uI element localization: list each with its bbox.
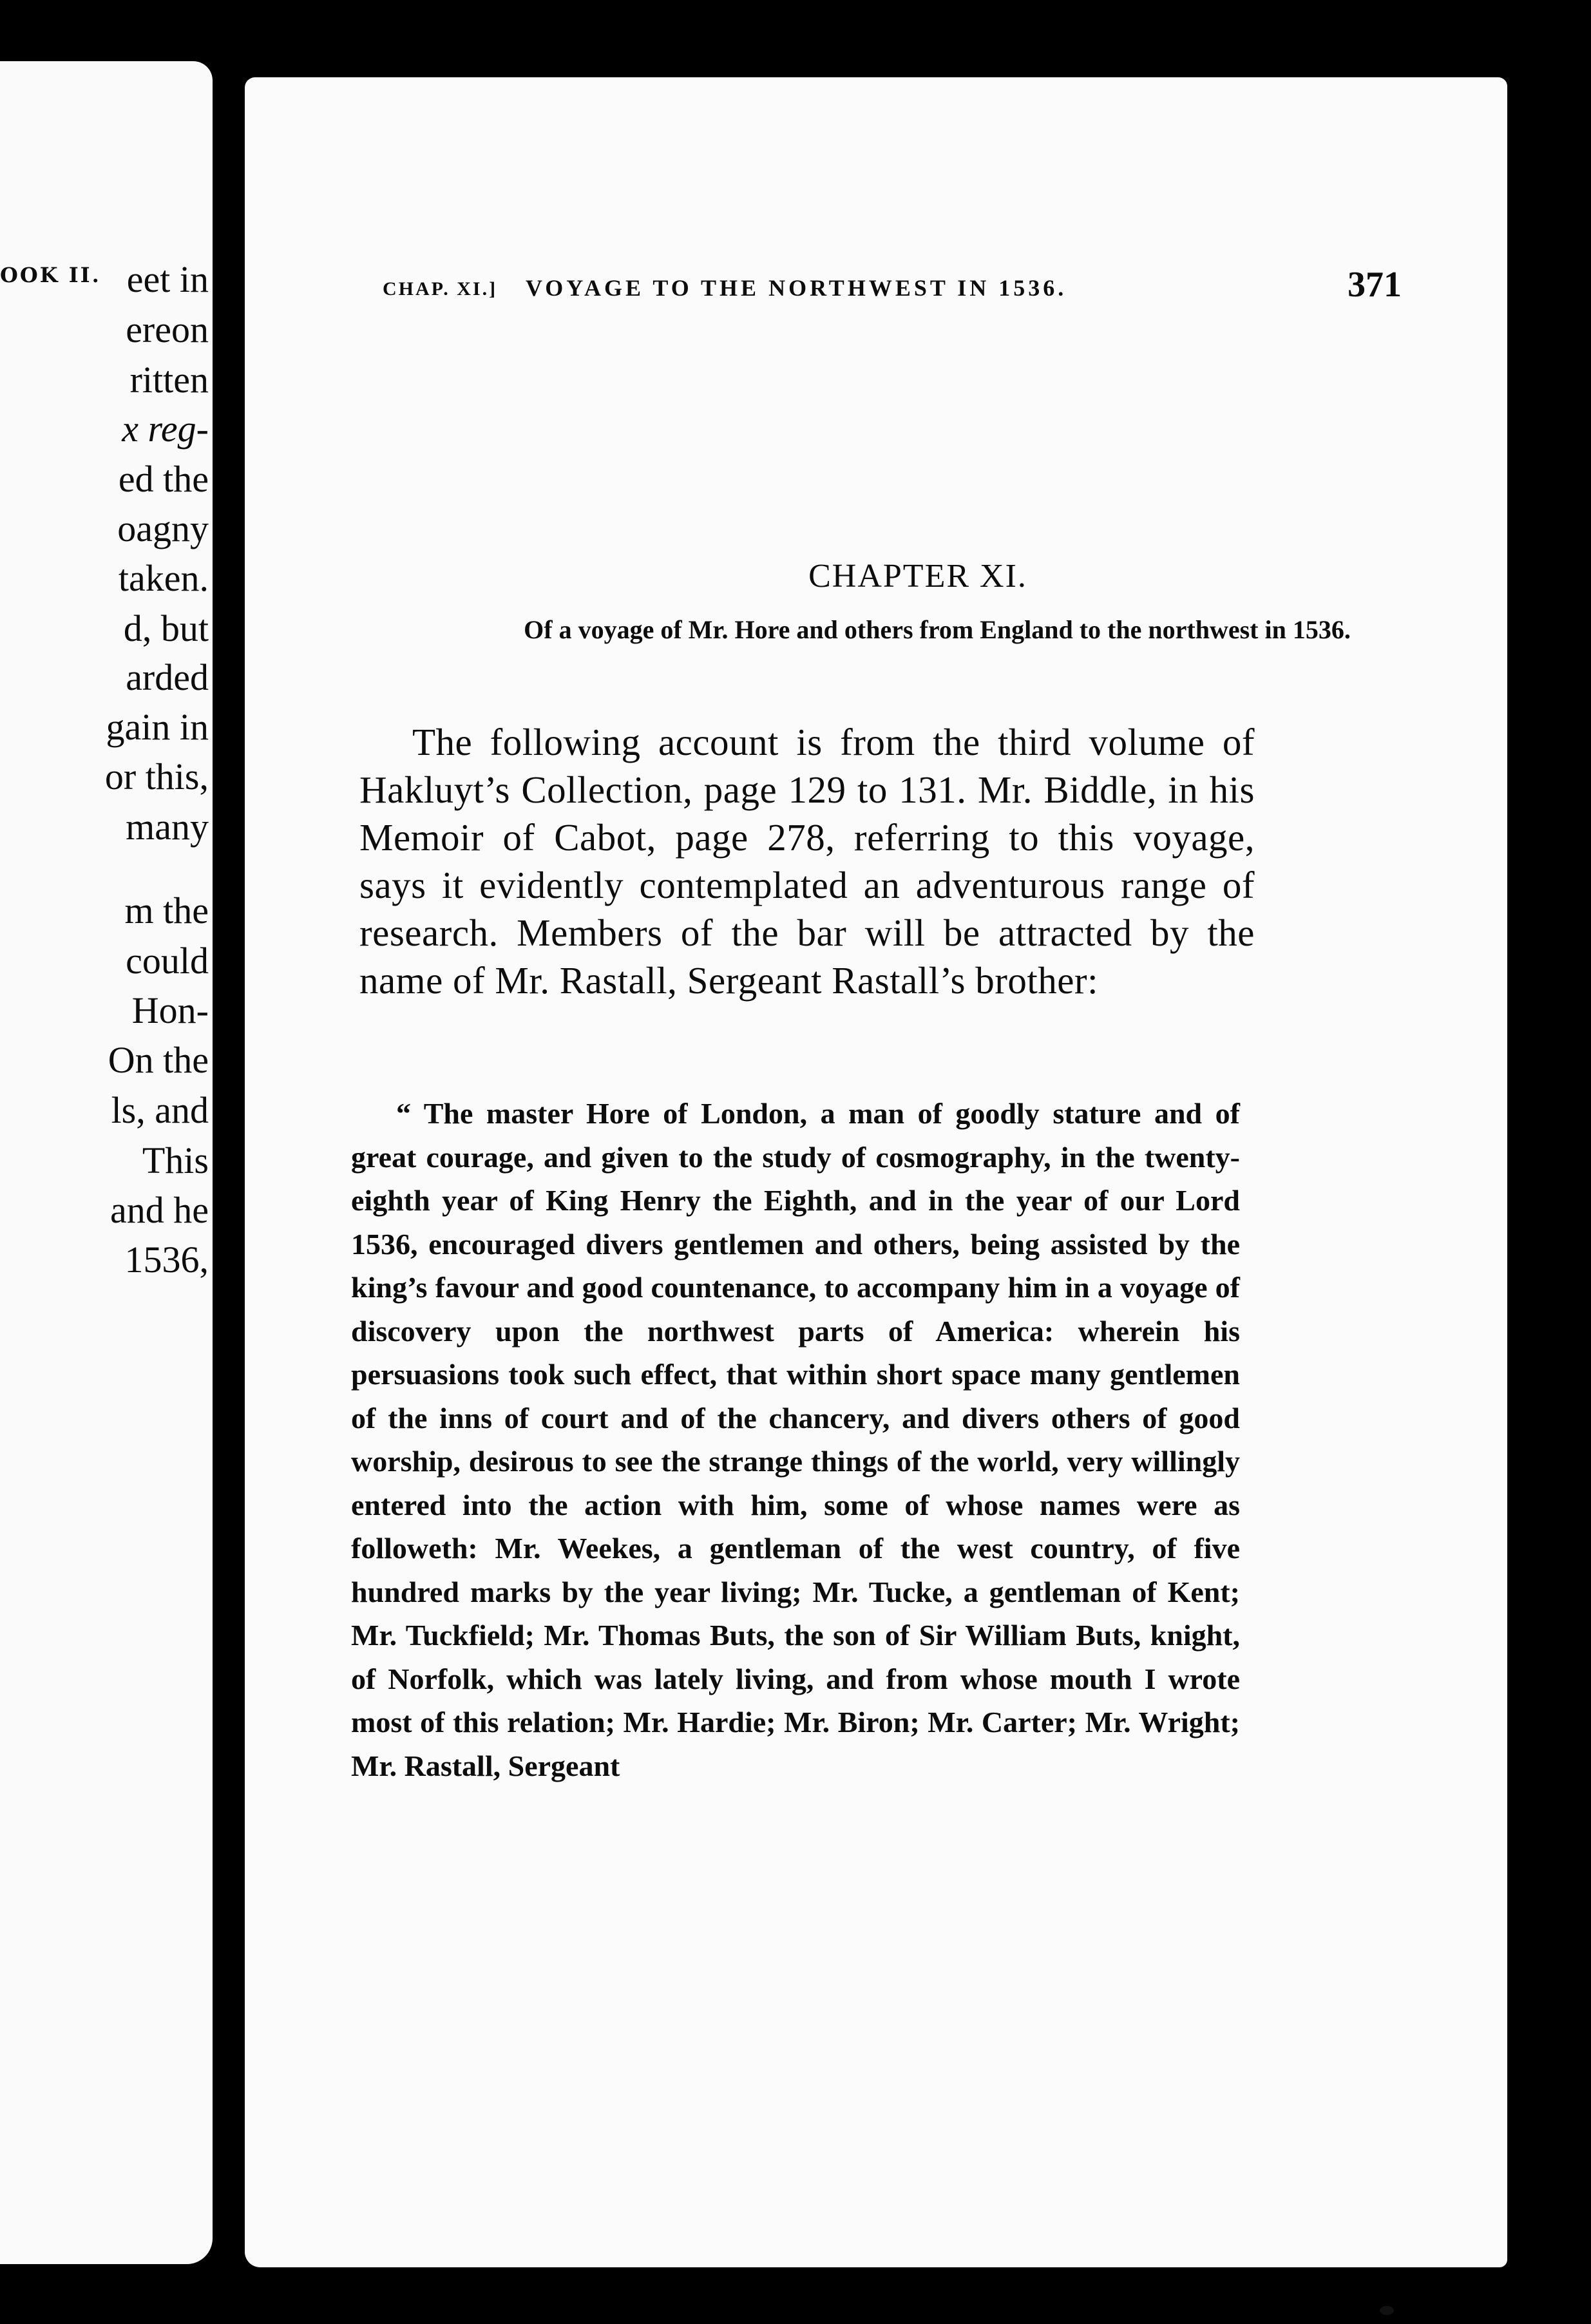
gutter [213, 0, 245, 2324]
facing-page-fragment: ed the [118, 458, 209, 500]
facing-page-fragment: Hon- [131, 989, 209, 1031]
facing-page-fragment: oagny [117, 508, 209, 549]
facing-page-fragment: ereon [126, 309, 209, 350]
facing-page-fragment: d, but [123, 607, 209, 649]
facing-page-fragment: arded [126, 656, 209, 698]
running-header [383, 264, 1510, 316]
facing-page-fragment: x reg- [122, 408, 209, 450]
facing-page-fragment: m the [124, 890, 209, 931]
facing-page-fragment: could [126, 940, 209, 982]
facing-page-fragment: gain in [106, 706, 209, 748]
facing-page-fragment: many [126, 806, 209, 848]
chapter-heading: CHAPTER XI. [808, 558, 1027, 595]
facing-page-fragment: ls, and [111, 1089, 209, 1131]
facing-page-fragment: On the [108, 1039, 209, 1081]
intro-paragraph: The following account is from the third volume of Hakluyt’s Collection, page 129 to 131. Mr. Biddle, in his Memoir of Cabot, page 278, referring to this voyage, says it evidently contemplated an adventurous range of research. Members of the bar will be attracted by the name of Mr. Rastall, Sergeant Rastall’s brother: [359, 721, 1255, 1002]
quoted-paragraph: “ The master Hore of London, a man of goodly stature and of great courage, and given to the study of cosmography, in the twenty-eighth year of King Henry the Eighth, and in the year of our Lord 1536, encouraged divers gentlemen and others, being assisted by the king’s favour and good countenance, to accompany him in a voyage of discovery upon the northwest parts of America: wherein his persuasions took such effect, that within short space many gentlemen of the inns of court and of the chancery, and divers others of good worship, desirous to see the strange things of the world, very willingly entered into the action with him, some of whose names were as followeth: Mr. Weekes, a gentleman of the west country, of five hundred marks by the year living; Mr. Tucke, a gentleman of Kent; Mr. Tuckfield; Mr. Thomas Buts, the son of Sir William Buts, knight, of Norfolk, which was lately living, and from whose mouth I wrote most of this relation; Mr. Hardie; Mr. Biron; Mr. Carter; Mr. Wright; Mr. Rastall, Sergeant [351, 1097, 1240, 1782]
chapter-subtitle: Of a voyage of Mr. Hore and others from England to the northwest in 1536. [524, 615, 1351, 644]
book-page [245, 77, 1507, 2267]
page-number: 371 [1348, 265, 1402, 305]
running-title: VOYAGE TO THE NORTHWEST IN 1536. [526, 275, 1067, 301]
facing-page-fragment: This [142, 1139, 209, 1181]
facing-page-fragment: taken. [118, 557, 209, 599]
facing-page-fragment: ritten [129, 359, 209, 401]
facing-page-fragment: 1536, [124, 1239, 209, 1281]
ink-speck [1380, 2306, 1394, 2315]
facing-page-fragment: eet in [126, 258, 209, 300]
facing-page [0, 61, 213, 2264]
facing-page-running-head: OOK II. [0, 263, 101, 287]
facing-page-fragment: or this, [104, 756, 209, 797]
facing-page-fragment: and he [110, 1189, 209, 1231]
chapter-reference: CHAP. XI.] [383, 278, 498, 300]
